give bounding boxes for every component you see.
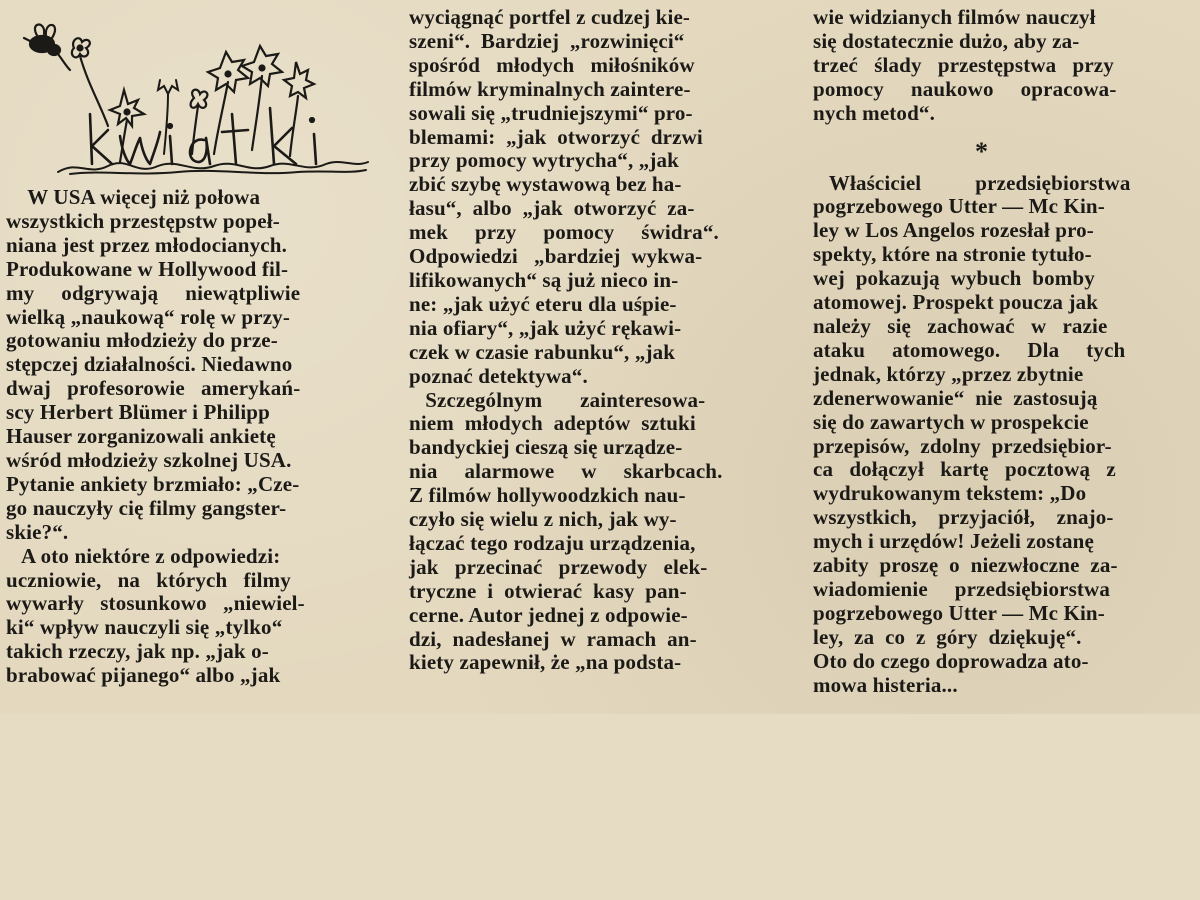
text-line: W USA więcej niż połowa (6, 185, 261, 209)
text-line: stępczej działalności. Niedawno (6, 352, 293, 377)
text-line: łączać tego rodzaju urządzenia, (409, 530, 696, 555)
text-line: go nauczyły cię filmy gangster- (6, 495, 287, 520)
text-line: wszystkich, przyjaciół, znajo- (813, 505, 1114, 530)
text-line: szeni“. Bardziej „rozwinięci“ (409, 28, 685, 53)
text-line: wie widzianych filmów nauczył (813, 5, 1096, 29)
flower-icon (208, 52, 248, 154)
text-line: wydrukowanym tekstem: „Do (813, 481, 1087, 506)
text-line: wśród młodzieży szkolnej USA. (6, 447, 292, 472)
text-line: spekty, które na stronie tytuło- (813, 242, 1092, 267)
flower-icon (242, 46, 282, 150)
text-line: tryczne i otwierać kasy pan- (409, 578, 687, 603)
text-line: A oto niektóre z odpowiedzi: (6, 543, 281, 568)
text-line: pomocy naukowo opracowa- (813, 76, 1117, 101)
text-line: wiadomienie przedsiębiorstwa (813, 576, 1111, 601)
text-line: atomowej. Prospekt poucza jak (813, 290, 1099, 315)
text-line: jednak, którzy „przez zbytnie (813, 361, 1084, 386)
text-line: Pytanie ankiety brzmiało: „Cze- (6, 471, 300, 496)
text-line: scy Herbert Blümer i Philipp (6, 400, 270, 425)
text-line: wyciągnąć portfel z cudzej kie- (409, 5, 691, 29)
text-line: zbić szybę wystawową bez ha- (409, 172, 682, 197)
article-column-1 (6, 186, 398, 900)
text-line: zdenerwowanie“ nie zastosują (813, 385, 1098, 410)
text-line: nych metod“. (813, 100, 935, 125)
text-line: wielką „naukową“ rolę w przy- (6, 304, 290, 329)
text-line: niem młodych adeptów sztuki (409, 411, 696, 436)
text-line: takich rzeczy, jak np. „jak o- (6, 639, 269, 664)
text-line: mek przy pomocy świdra“. (409, 220, 719, 245)
text-line: ca dołączył kartę pocztową z (813, 457, 1116, 482)
text-line: Oto do czego doprowadza ato- (813, 648, 1089, 673)
text-line: się do zawartych w prospekcie (813, 409, 1089, 434)
text-line: Hauser zorganizowali ankietę (6, 424, 276, 449)
text-line: wywarły stosunkowo „niewiel- (6, 591, 305, 616)
text-line: mych i urzędów! Jeżeli zostanę (813, 529, 1094, 554)
text-line: poznać detektywa“. (409, 363, 588, 388)
text-line: czyło się wielu z nich, jak wy- (409, 507, 677, 532)
flower-icon (284, 62, 314, 156)
text-line: cerne. Autor jednej z odpowie- (409, 602, 688, 627)
text-line: skie?“. (6, 519, 69, 544)
text-line: blemami: „jak otworzyć drzwi (409, 124, 703, 149)
text-line: filmów kryminalnych zaintere- (409, 76, 691, 101)
bee-icon (24, 25, 70, 70)
text-line: mowa histeria... (813, 672, 958, 697)
text-line: Właściciel przedsiębiorstwa (813, 170, 1131, 195)
text-line: niana jest przez młodocianych. (6, 232, 287, 257)
text-line: wej pokazują wybuch bomby (813, 266, 1095, 291)
text-line: ne: „jak użyć eteru dla uśpie- (409, 291, 677, 316)
text-line: spośród młodych miłośników (409, 52, 695, 77)
text-line: przy pomocy wytrycha“, „jak (409, 148, 680, 173)
text-line: czek w czasie rabunku“, „jak (409, 339, 676, 364)
article-column-2 (409, 6, 801, 720)
text-line: ki“ wpływ nauczyli się „tylko“ (6, 615, 283, 640)
text-line: lifikowanych“ są już nieco in- (409, 267, 679, 292)
text-line: pogrzebowego Utter — Mc Kin- (813, 600, 1105, 625)
text-line: wszystkich przestępstw popeł- (6, 208, 280, 233)
text-line: trzeć ślady przestępstwa przy (813, 52, 1114, 77)
text-line: się dostatecznie dużo, aby za- (813, 28, 1080, 53)
text-line: nia ofiary“, „jak użyć rękawi- (409, 315, 682, 340)
text-line: kiety zapewnił, że „na podsta- (409, 650, 682, 675)
text-line: pogrzebowego Utter — Mc Kin- (813, 194, 1105, 219)
text-line: dwaj profesorowie amerykań- (6, 376, 301, 401)
text-line: zabity proszę o niezwłoczne za- (813, 553, 1118, 578)
text-line: Odpowiedzi „bardziej wykwa- (409, 244, 703, 269)
text-line: gotowaniu młodzieży do prze- (6, 328, 278, 353)
separator-spacer (813, 126, 1197, 172)
grass-decoration (58, 162, 368, 174)
text-line: ley, za co z góry dziękuję“. (813, 624, 1082, 649)
text-line: jak przecinać przewody elek- (409, 554, 708, 579)
text-line: przepisów, zdolny przedsiębior- (813, 433, 1112, 458)
text-line: Produkowane w Hollywood fil- (6, 256, 289, 281)
kwiatki-logo-illustration (8, 4, 400, 178)
text-line: brabować pijanego“ albo „jak (6, 663, 281, 688)
text-line: bandyckiej cieszą się urządze- (409, 435, 683, 460)
text-line: ataku atomowego. Dla tych (813, 337, 1126, 362)
flower-icon (110, 90, 144, 162)
text-line: Szczególnym zainteresowa- (409, 387, 706, 412)
text-line: łasu“, albo „jak otworzyć za- (409, 196, 695, 221)
article-column-3 (813, 6, 1197, 720)
kwiatki-logo (8, 4, 400, 178)
text-line: Z filmów hollywoodzkich nau- (409, 483, 686, 508)
text-line: nia alarmowe w skarbcach. (409, 459, 723, 484)
text-line: należy się zachować w razie (813, 313, 1108, 338)
section-separator-asterisk: * (975, 137, 988, 166)
text-line: my odgrywają niewątpliwie (6, 280, 301, 305)
text-line: ley w Los Angelos rozesłał pro- (813, 218, 1094, 243)
text-line: sowali się „trudniejszymi“ pro- (409, 100, 693, 125)
text-line: uczniowie, na których filmy (6, 567, 291, 592)
text-line: dzi, nadesłanej w ramach an- (409, 626, 697, 651)
tulip-icon (158, 80, 178, 154)
